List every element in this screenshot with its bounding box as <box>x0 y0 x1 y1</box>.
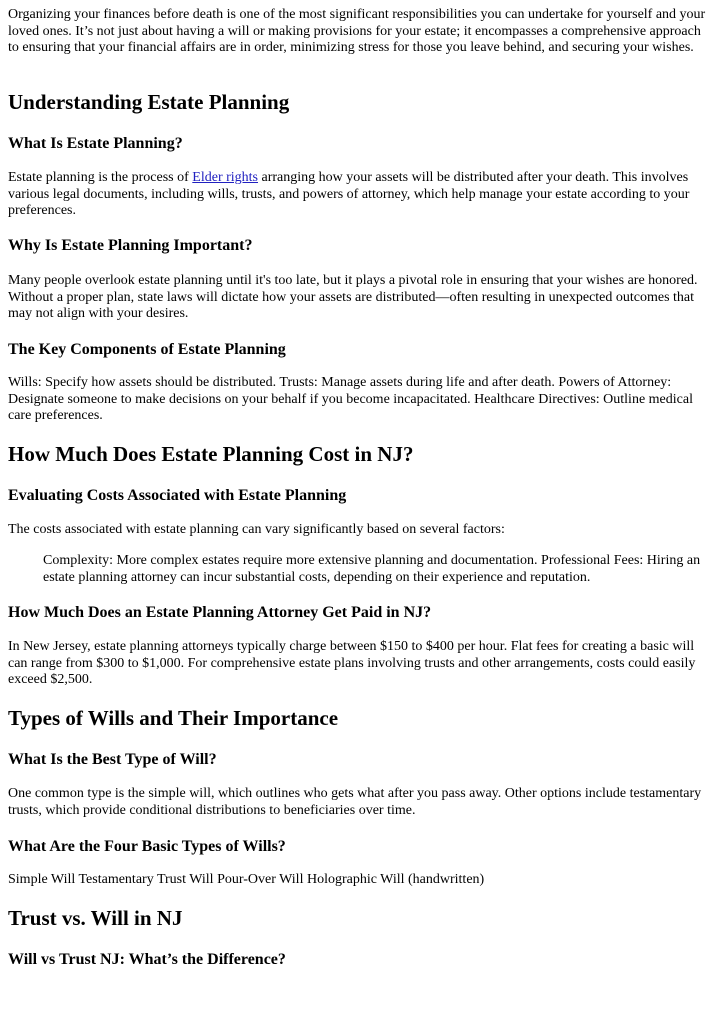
paragraph-best-type: One common type is the simple will, which outlines who gets what after you pass away. Other options include testamentary trusts, which provide conditional distributions to beneficiaries over time. <box>8 786 702 818</box>
heading-attorney-paid: How Much Does an Estate Planning Attorney Get Paid in NJ? <box>8 604 432 621</box>
paragraph-why-important: Many people overlook estate planning until it's too late, but it plays a pivotal role in ensuring that your wishes are honored. Without a proper plan, state laws will dictate how your assets are distributed—often resulting in unexpected outcomes that may not align with your desires. <box>8 273 698 321</box>
section-title-trust-vs-will: Trust vs. Will in NJ <box>8 906 183 930</box>
section-title-understanding: Understanding Estate Planning <box>8 90 290 114</box>
paragraph-attorney-paid: In New Jersey, estate planning attorneys typically charge between $150 to $400 per hour. Flat fees for creating a basic will can range from $300 to $1,000. For comprehensive estate plans involving trusts and other arrangements, costs could easily exceed $2,500. <box>8 639 696 687</box>
heading-why-important: Why Is Estate Planning Important? <box>8 237 253 254</box>
paragraph-key-components: Wills: Specify how assets should be distributed. Trusts: Manage assets during life and after death. Powers of Attorney: Designate someone to make decisions on your behalf if you become incapacitated. Healthcare Directives: Outline medical care preferences. <box>8 375 693 423</box>
heading-best-type: What Is the Best Type of Will? <box>8 751 217 768</box>
paragraph-evaluating-costs: The costs associated with estate planning can vary significantly based on several factors: <box>8 522 505 537</box>
text-segment: Estate planning is the process of <box>8 170 193 185</box>
heading-evaluating-costs: Evaluating Costs Associated with Estate Planning <box>8 487 347 504</box>
intro-paragraph: Organizing your finances before death is one of the most significant responsibilities you can undertake for yourself and your loved ones. It’s not just about having a will or making provisions for your estate; it encompasses a comprehensive approach to ensuring that your financial affairs are in order, minimizing stress for those you leave behind, and securing your wishes. <box>8 7 706 55</box>
heading-four-types: What Are the Four Basic Types of Wills? <box>8 838 286 855</box>
paragraph-what-is-estate-planning <box>8 170 712 220</box>
section-title-cost: How Much Does Estate Planning Cost in NJ? <box>8 442 414 466</box>
text-segment: arranging how your assets will be distributed after your death. This involves various legal documents, including wills, trusts, and powers of attorney, which help manage your estate according to your preferences. <box>8 170 690 218</box>
paragraph-four-types: Simple Will Testamentary Trust Will Pour-Over Will Holographic Will (handwritten) <box>8 872 485 887</box>
section-title-types-of-wills: Types of Wills and Their Importance <box>8 706 339 730</box>
heading-key-components: The Key Components of Estate Planning <box>8 341 286 358</box>
elder-rights-link[interactable]: Elder rights <box>192 170 259 185</box>
heading-will-vs-trust: Will vs Trust NJ: What’s the Difference? <box>8 951 286 968</box>
heading-what-is-estate-planning: What Is Estate Planning? <box>8 135 183 152</box>
blockquote-cost-factors: Complexity: More complex estates require more extensive planning and documentation. Professional Fees: Hiring an estate planning attorney can incur substantial costs, depending on their experience and reputation. <box>43 553 701 585</box>
